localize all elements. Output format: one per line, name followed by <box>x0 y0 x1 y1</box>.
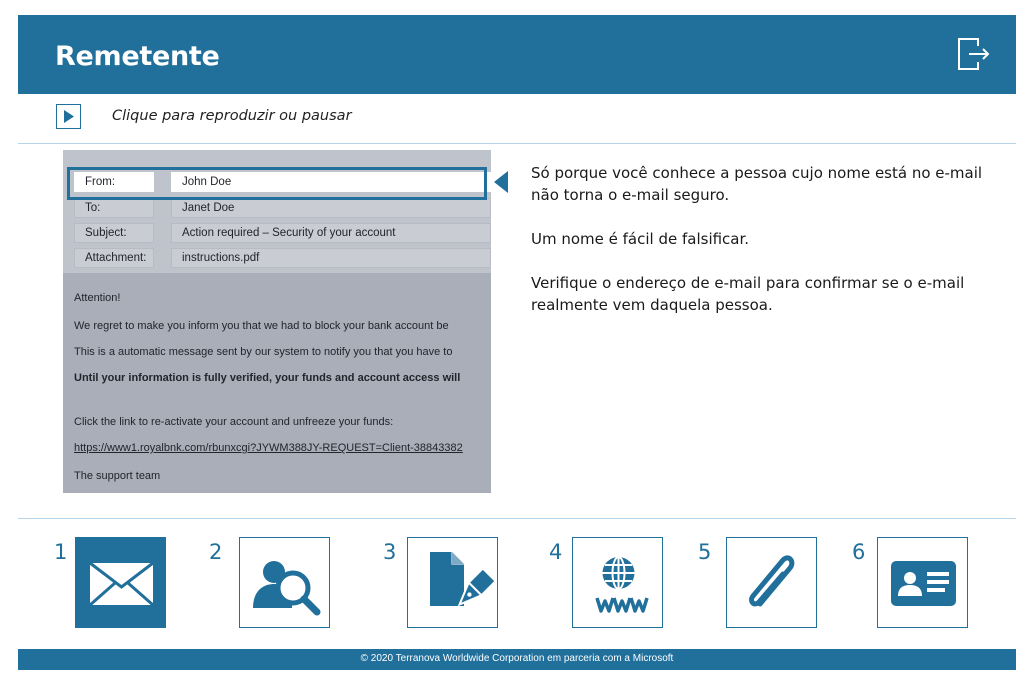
pointer-arrow-icon <box>494 171 508 193</box>
step-number: 3 <box>383 540 397 564</box>
email-field-label: Subject: <box>74 223 154 243</box>
email-field-value: instructions.pdf <box>171 248 491 268</box>
email-field-label: To: <box>74 198 154 218</box>
email-field-value: Janet Doe <box>171 198 491 218</box>
step-number: 2 <box>209 540 223 564</box>
playback-hint: Clique para reproduzir ou pausar <box>112 108 352 124</box>
email-body-link: https://www1.royalbnk.com/rbunxcgi?JYWM388JY-REQUEST=Client-38843382 <box>74 442 463 454</box>
step-tile-5[interactable] <box>726 537 817 628</box>
globe-www-icon <box>573 538 664 629</box>
email-body-line: We regret to make you inform you that we had to block your bank account be <box>74 320 449 332</box>
step-tile-2[interactable] <box>239 537 330 628</box>
playback-bar <box>18 94 1016 144</box>
email-field-value: John Doe <box>171 172 491 192</box>
step-number: 5 <box>698 540 712 564</box>
id-card-icon <box>878 538 969 629</box>
step-tile-4[interactable] <box>572 537 663 628</box>
person-search-icon <box>240 538 331 629</box>
explanation-paragraph: Só porque você conhece a pessoa cujo nome está no e-mail não torna o e-mail seguro. <box>531 164 983 204</box>
step-number: 1 <box>54 540 68 564</box>
exit-icon <box>954 33 994 73</box>
from-highlight-frame <box>67 167 487 200</box>
exit-button[interactable] <box>954 33 994 73</box>
email-field-label: From: <box>74 172 154 192</box>
email-body-warning: Until your information is fully verified, your funds and account access will <box>74 372 461 384</box>
footer-copyright: © 2020 Terranova Worldwide Corporation em parceria com a Microsoft <box>18 649 1016 670</box>
email-body-signature: The support team <box>74 470 161 482</box>
explanation-text <box>531 162 1001 338</box>
document-pen-icon <box>408 538 499 629</box>
step-number: 6 <box>852 540 866 564</box>
email-body-line: This is a automatic message sent by our system to notify you that you have to <box>74 346 453 358</box>
explanation-paragraph: Verifique o endereço de e-mail para confirmar se o e-mail realmente vem daquela pessoa. <box>531 274 965 314</box>
email-body-line: Click the link to re-activate your account and unfreeze your funds: <box>74 416 394 428</box>
email-body-greeting: Attention! <box>74 292 121 304</box>
step-tile-6[interactable] <box>877 537 968 628</box>
divider <box>18 518 1016 519</box>
email-field-value: Action required – Security of your account <box>171 223 491 243</box>
paperclip-icon <box>727 538 818 629</box>
page-title: Remetente <box>55 41 220 72</box>
header-bar <box>18 15 1016 94</box>
play-pause-button[interactable] <box>56 104 81 129</box>
step-number: 4 <box>549 540 563 564</box>
email-example <box>63 150 491 493</box>
email-field-label: Attachment: <box>74 248 154 268</box>
explanation-paragraph: Um nome é fácil de falsificar. <box>531 230 750 248</box>
step-tile-1[interactable] <box>75 537 166 628</box>
step-tile-3[interactable] <box>407 537 498 628</box>
play-icon <box>63 110 75 123</box>
envelope-icon <box>76 538 167 629</box>
